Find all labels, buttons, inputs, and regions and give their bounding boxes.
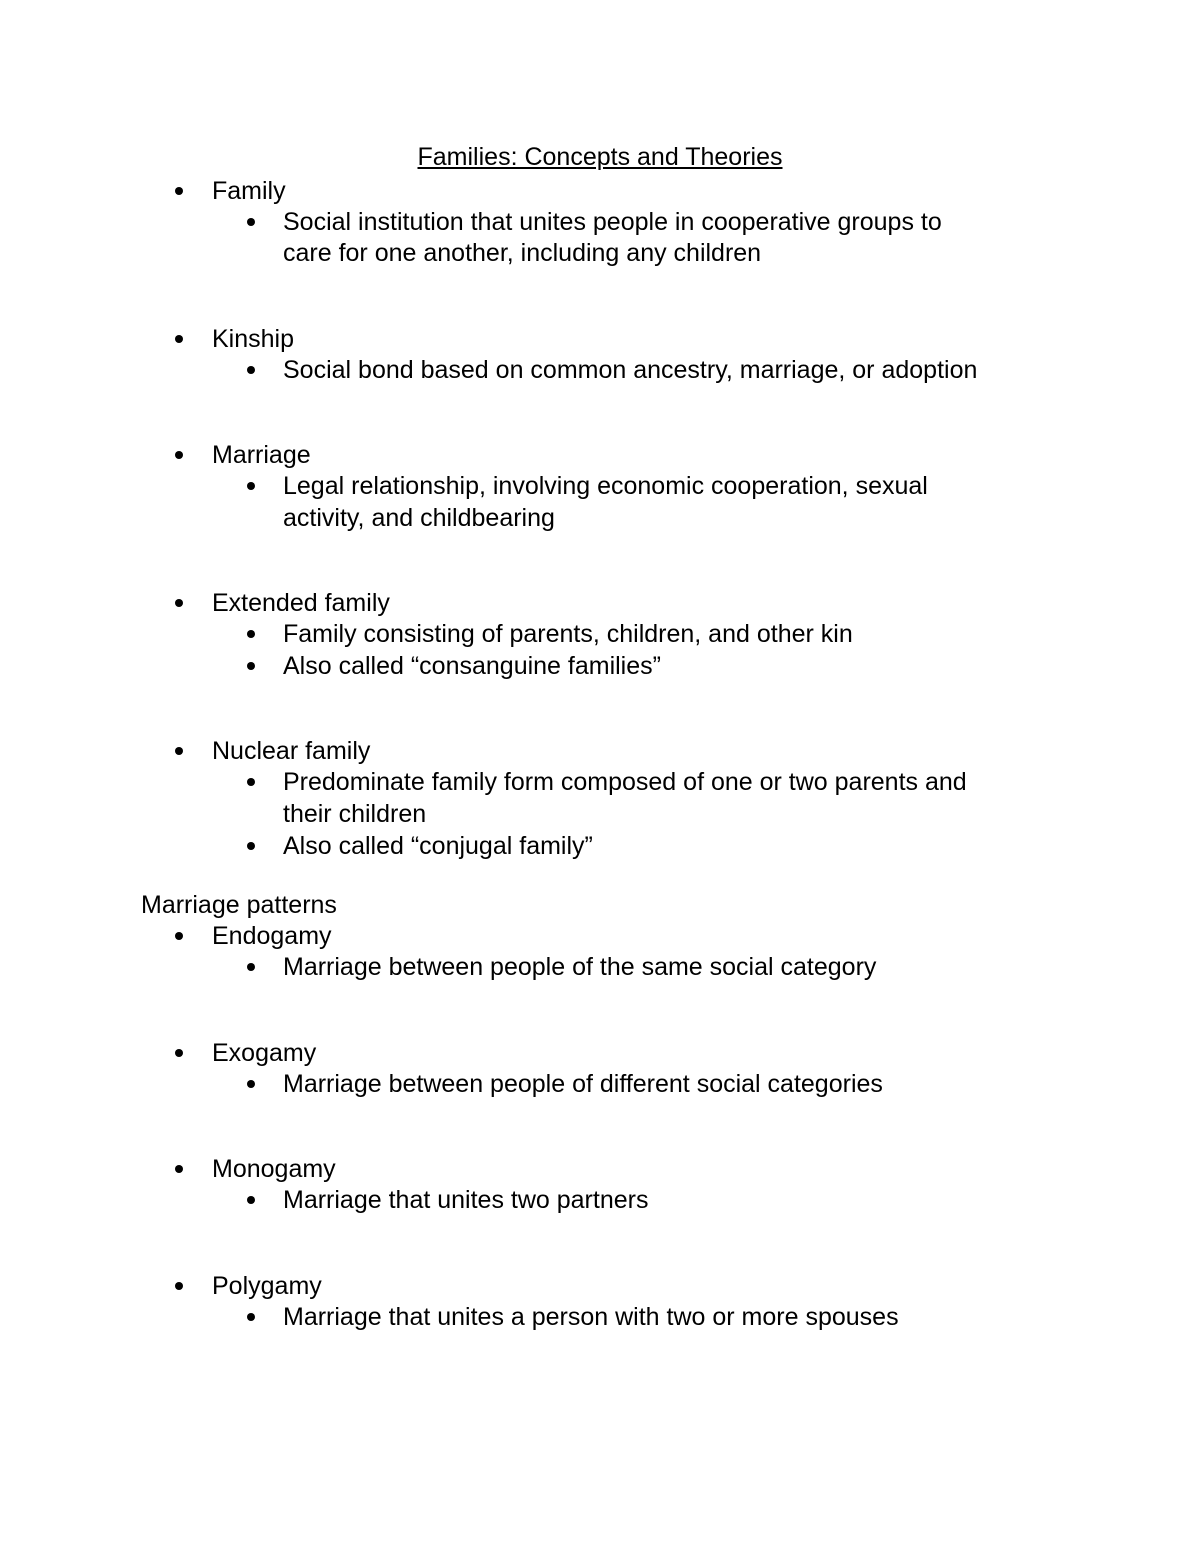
bullet-icon <box>175 1165 183 1173</box>
concept-definition: Predominate family form composed of one or two parents and <box>283 768 967 796</box>
concept-term: Nuclear family <box>212 737 371 765</box>
bullet-icon <box>247 366 255 374</box>
bullet-icon <box>247 842 255 850</box>
section-heading: Marriage patterns <box>141 891 337 919</box>
pattern-term: Exogamy <box>212 1039 317 1067</box>
concept-definition: Also called “consanguine families” <box>283 652 661 680</box>
bullet-icon <box>247 218 255 226</box>
pattern-term: Monogamy <box>212 1155 336 1183</box>
bullet-icon <box>247 662 255 670</box>
concept-term: Extended family <box>212 589 390 617</box>
concept-definition-continued: their children <box>283 800 427 828</box>
bullet-icon <box>175 932 183 940</box>
concept-definition: Also called “conjugal family” <box>283 832 593 860</box>
concept-definition: Social institution that unites people in cooperative groups to <box>283 208 942 236</box>
bullet-icon <box>175 1282 183 1290</box>
concept-definition: Family consisting of parents, children, and other kin <box>283 620 853 648</box>
bullet-icon <box>247 482 255 490</box>
bullet-icon <box>175 187 183 195</box>
concept-term: Marriage <box>212 441 311 469</box>
bullet-icon <box>175 747 183 755</box>
pattern-definition: Marriage between people of the same social category <box>283 953 877 981</box>
pattern-definition: Marriage that unites a person with two or more spouses <box>283 1303 899 1331</box>
bullet-icon <box>247 963 255 971</box>
bullet-icon <box>175 599 183 607</box>
page-title: Families: Concepts and Theories <box>417 143 783 171</box>
concept-definition: Legal relationship, involving economic cooperation, sexual <box>283 472 928 500</box>
bullet-icon <box>175 451 183 459</box>
bullet-icon <box>175 335 183 343</box>
bullet-icon <box>247 778 255 786</box>
pattern-definition: Marriage that unites two partners <box>283 1186 649 1214</box>
pattern-term: Polygamy <box>212 1272 322 1300</box>
concept-term: Kinship <box>212 325 294 353</box>
bullet-icon <box>247 1313 255 1321</box>
bullet-icon <box>247 630 255 638</box>
concept-definition: Social bond based on common ancestry, marriage, or adoption <box>283 356 978 384</box>
concept-definition-continued: activity, and childbearing <box>283 504 555 532</box>
pattern-definition: Marriage between people of different social categories <box>283 1070 883 1098</box>
concept-term: Family <box>212 177 286 205</box>
bullet-icon <box>247 1196 255 1204</box>
bullet-icon <box>175 1049 183 1057</box>
concept-definition-continued: care for one another, including any children <box>283 239 762 267</box>
pattern-term: Endogamy <box>212 922 332 950</box>
bullet-icon <box>247 1080 255 1088</box>
